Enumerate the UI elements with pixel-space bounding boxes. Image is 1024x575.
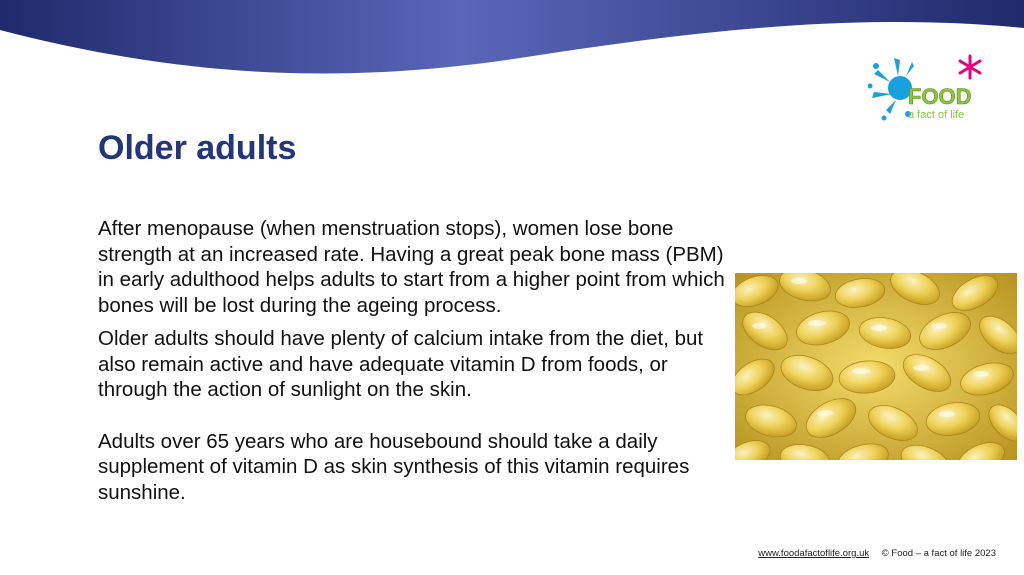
logo-tagline: a fact of life	[908, 109, 965, 121]
website-link[interactable]: www.foodafactoflife.org.uk	[758, 548, 870, 559]
paragraph-calcium: Older adults should have plenty of calcium intake from the diet, but also remain active and have adequate vitamin D from foods, or through the action of sunlight on the skin.	[98, 327, 704, 401]
food-a-fact-of-life-logo	[868, 52, 990, 128]
paragraph-menopause: After menopause (when menstruation stops), women lose bone strength at an increased rate. Having a great peak bone mass (PBM) in early adulthood helps adults to start from a higher point from which bones will be lost during the ageing process.	[98, 217, 725, 317]
copyright-text: © Food – a fact of life 2023	[881, 548, 996, 559]
asterisk-icon	[960, 56, 980, 78]
page-title: Older adults	[98, 129, 297, 167]
body-text	[98, 216, 738, 513]
vitamin-d-capsules-image	[735, 273, 1017, 460]
paragraph-vitamin-d-supplement: Adults over 65 years who are housebound should take a daily supplement of vitamin D as skin synthesis of this vitamin requires sunshine.	[98, 429, 690, 504]
logo-word: FOOD	[908, 84, 972, 109]
footer	[758, 548, 996, 559]
